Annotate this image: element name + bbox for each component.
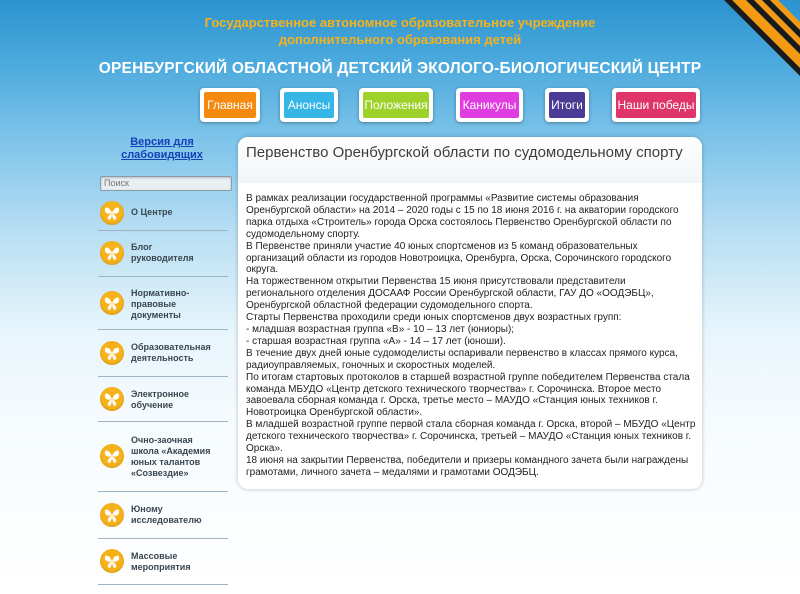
- article-paragraph: На торжественном открытии Первенства 15 июня присутствовали представители регионального отделения ДОСААФ России Оренбургской области, ГАУ ДО «ООДЭБЦ», Оренбургской областной федерации судомодельного спорта.: [246, 276, 654, 312]
- nav-holidays-button[interactable]: [456, 88, 523, 122]
- butterfly-icon: [100, 291, 124, 315]
- sidebar-item-label: Юному исследователю: [131, 504, 202, 525]
- sidebar-item-about[interactable]: [98, 196, 228, 231]
- sidebar-item-events[interactable]: [98, 538, 228, 585]
- nav-victories-button[interactable]: [612, 88, 700, 122]
- nav-regulations-button[interactable]: [359, 88, 433, 122]
- butterfly-icon: [100, 241, 124, 265]
- main-nav: [0, 88, 800, 124]
- nav-label: Итоги: [549, 92, 585, 118]
- butterfly-icon: [100, 503, 124, 527]
- butterfly-icon: [100, 387, 124, 411]
- nav-label: Анонсы: [284, 92, 334, 118]
- nav-results-button[interactable]: [545, 88, 589, 122]
- nav-label: Наши победы: [616, 92, 696, 118]
- nav-announcements-button[interactable]: [280, 88, 338, 122]
- accessible-version-link[interactable]: Версия для слабовидящих: [121, 136, 203, 161]
- sidebar-item-blog[interactable]: [98, 230, 228, 277]
- article-paragraph: В Первенстве приняли участие 40 юных спортсменов из 5 команд образовательных организаций области из городов Новотроицка, Оренбурга, Орска, Сорочинского городского округа.: [246, 240, 672, 276]
- sidebar-item-label: Массовые мероприятия: [131, 551, 191, 572]
- nav-main-button[interactable]: [200, 88, 260, 122]
- institution-subtitle: [140, 14, 660, 48]
- subtitle-line-1: Государственное автономное образовательное учреждение: [204, 15, 596, 30]
- sidebar-item-researcher[interactable]: [98, 491, 228, 539]
- sidebar: [98, 136, 228, 572]
- nav-label: Главная: [204, 92, 256, 118]
- sidebar-item-e-learning[interactable]: [98, 376, 228, 422]
- sidebar-item-label: Блог руководителя: [131, 242, 194, 263]
- article-paragraph: 18 июня на закрытии Первенства, победители и призеры командного зачета были награждены грамотами, личного зачета – медалями и грамотами ООДЭБЦ.: [246, 454, 689, 478]
- sidebar-item-education[interactable]: [98, 329, 228, 377]
- sidebar-item-label: Образовательная деятельность: [131, 342, 211, 363]
- butterfly-icon: [100, 341, 124, 365]
- sidebar-item-label: Нормативно-правовые документы: [131, 288, 190, 320]
- nav-label: Каникулы: [460, 92, 519, 118]
- article-paragraph: - старшая возрастная группа «А» - 14 – 17 лет (юноши).: [246, 335, 506, 347]
- nav-label: Положения: [363, 92, 429, 118]
- article-title: Первенство Оренбургской области по судомодельному спорту: [246, 144, 683, 161]
- butterfly-icon: [100, 549, 124, 573]
- article-paragraph: В течение двух дней юные судомоделисты оспаривали первенство в классах прямого курса, радиоуправляемых, гоночных и скоростных моделей.: [246, 347, 678, 371]
- search-input[interactable]: [100, 176, 232, 191]
- butterfly-icon: [100, 444, 124, 468]
- st-george-ribbon-icon: [722, 0, 800, 80]
- site-title: ОРЕНБУРГСКИЙ ОБЛАСТНОЙ ДЕТСКИЙ ЭКОЛОГО-БИОЛОГИЧЕСКИЙ ЦЕНТР: [98, 60, 702, 77]
- article-panel: [238, 137, 702, 489]
- butterfly-icon: [100, 201, 124, 225]
- sidebar-item-academy[interactable]: [98, 421, 228, 492]
- article-paragraph: По итогам стартовых протоколов в старшей возрастной группе победителем Первенства стала команда МБУДО «Центр детского технического творчества» г. Сорочинска. Второе место завоевала сборная команда г. Орска, третье место – МАУДО «Станция юных техников г. Новотроицка Оренбургской области».: [246, 371, 690, 419]
- sidebar-item-label: Очно-заочная школа «Академия юных талантов «Созвездие»: [131, 435, 211, 478]
- sidebar-item-label: О Центре: [131, 207, 173, 217]
- sidebar-item-label: Электронное обучение: [131, 389, 190, 410]
- article-paragraph: Старты Первенства проходили среди юных спортсменов двух возрастных групп:: [246, 312, 622, 324]
- sidebar-item-documents[interactable]: [98, 276, 228, 330]
- subtitle-line-2: дополнительного образования детей: [278, 32, 522, 47]
- article-paragraph: В младшей возрастной группе первой стала сборная команда г. Орска, второй – МБУДО «Центр детского технического творчества» г. Сорочинска, третьей – МАУДО «Станция юных техников г. Орска».: [246, 419, 696, 455]
- article-body: [246, 193, 696, 479]
- article-paragraph: В рамках реализации государственной программы «Развитие системы образования Оренбургской области» на 2014 – 2020 годы с 15 по 18 июня 2016 г. на акватории городского парка отдыха «Строитель» города Орска состоялось Первенство Оренбургской области по судомодельному спорту.: [246, 193, 679, 240]
- article-paragraph: - младшая возрастная группа «В» - 10 – 13 лет (юниоры);: [246, 323, 515, 335]
